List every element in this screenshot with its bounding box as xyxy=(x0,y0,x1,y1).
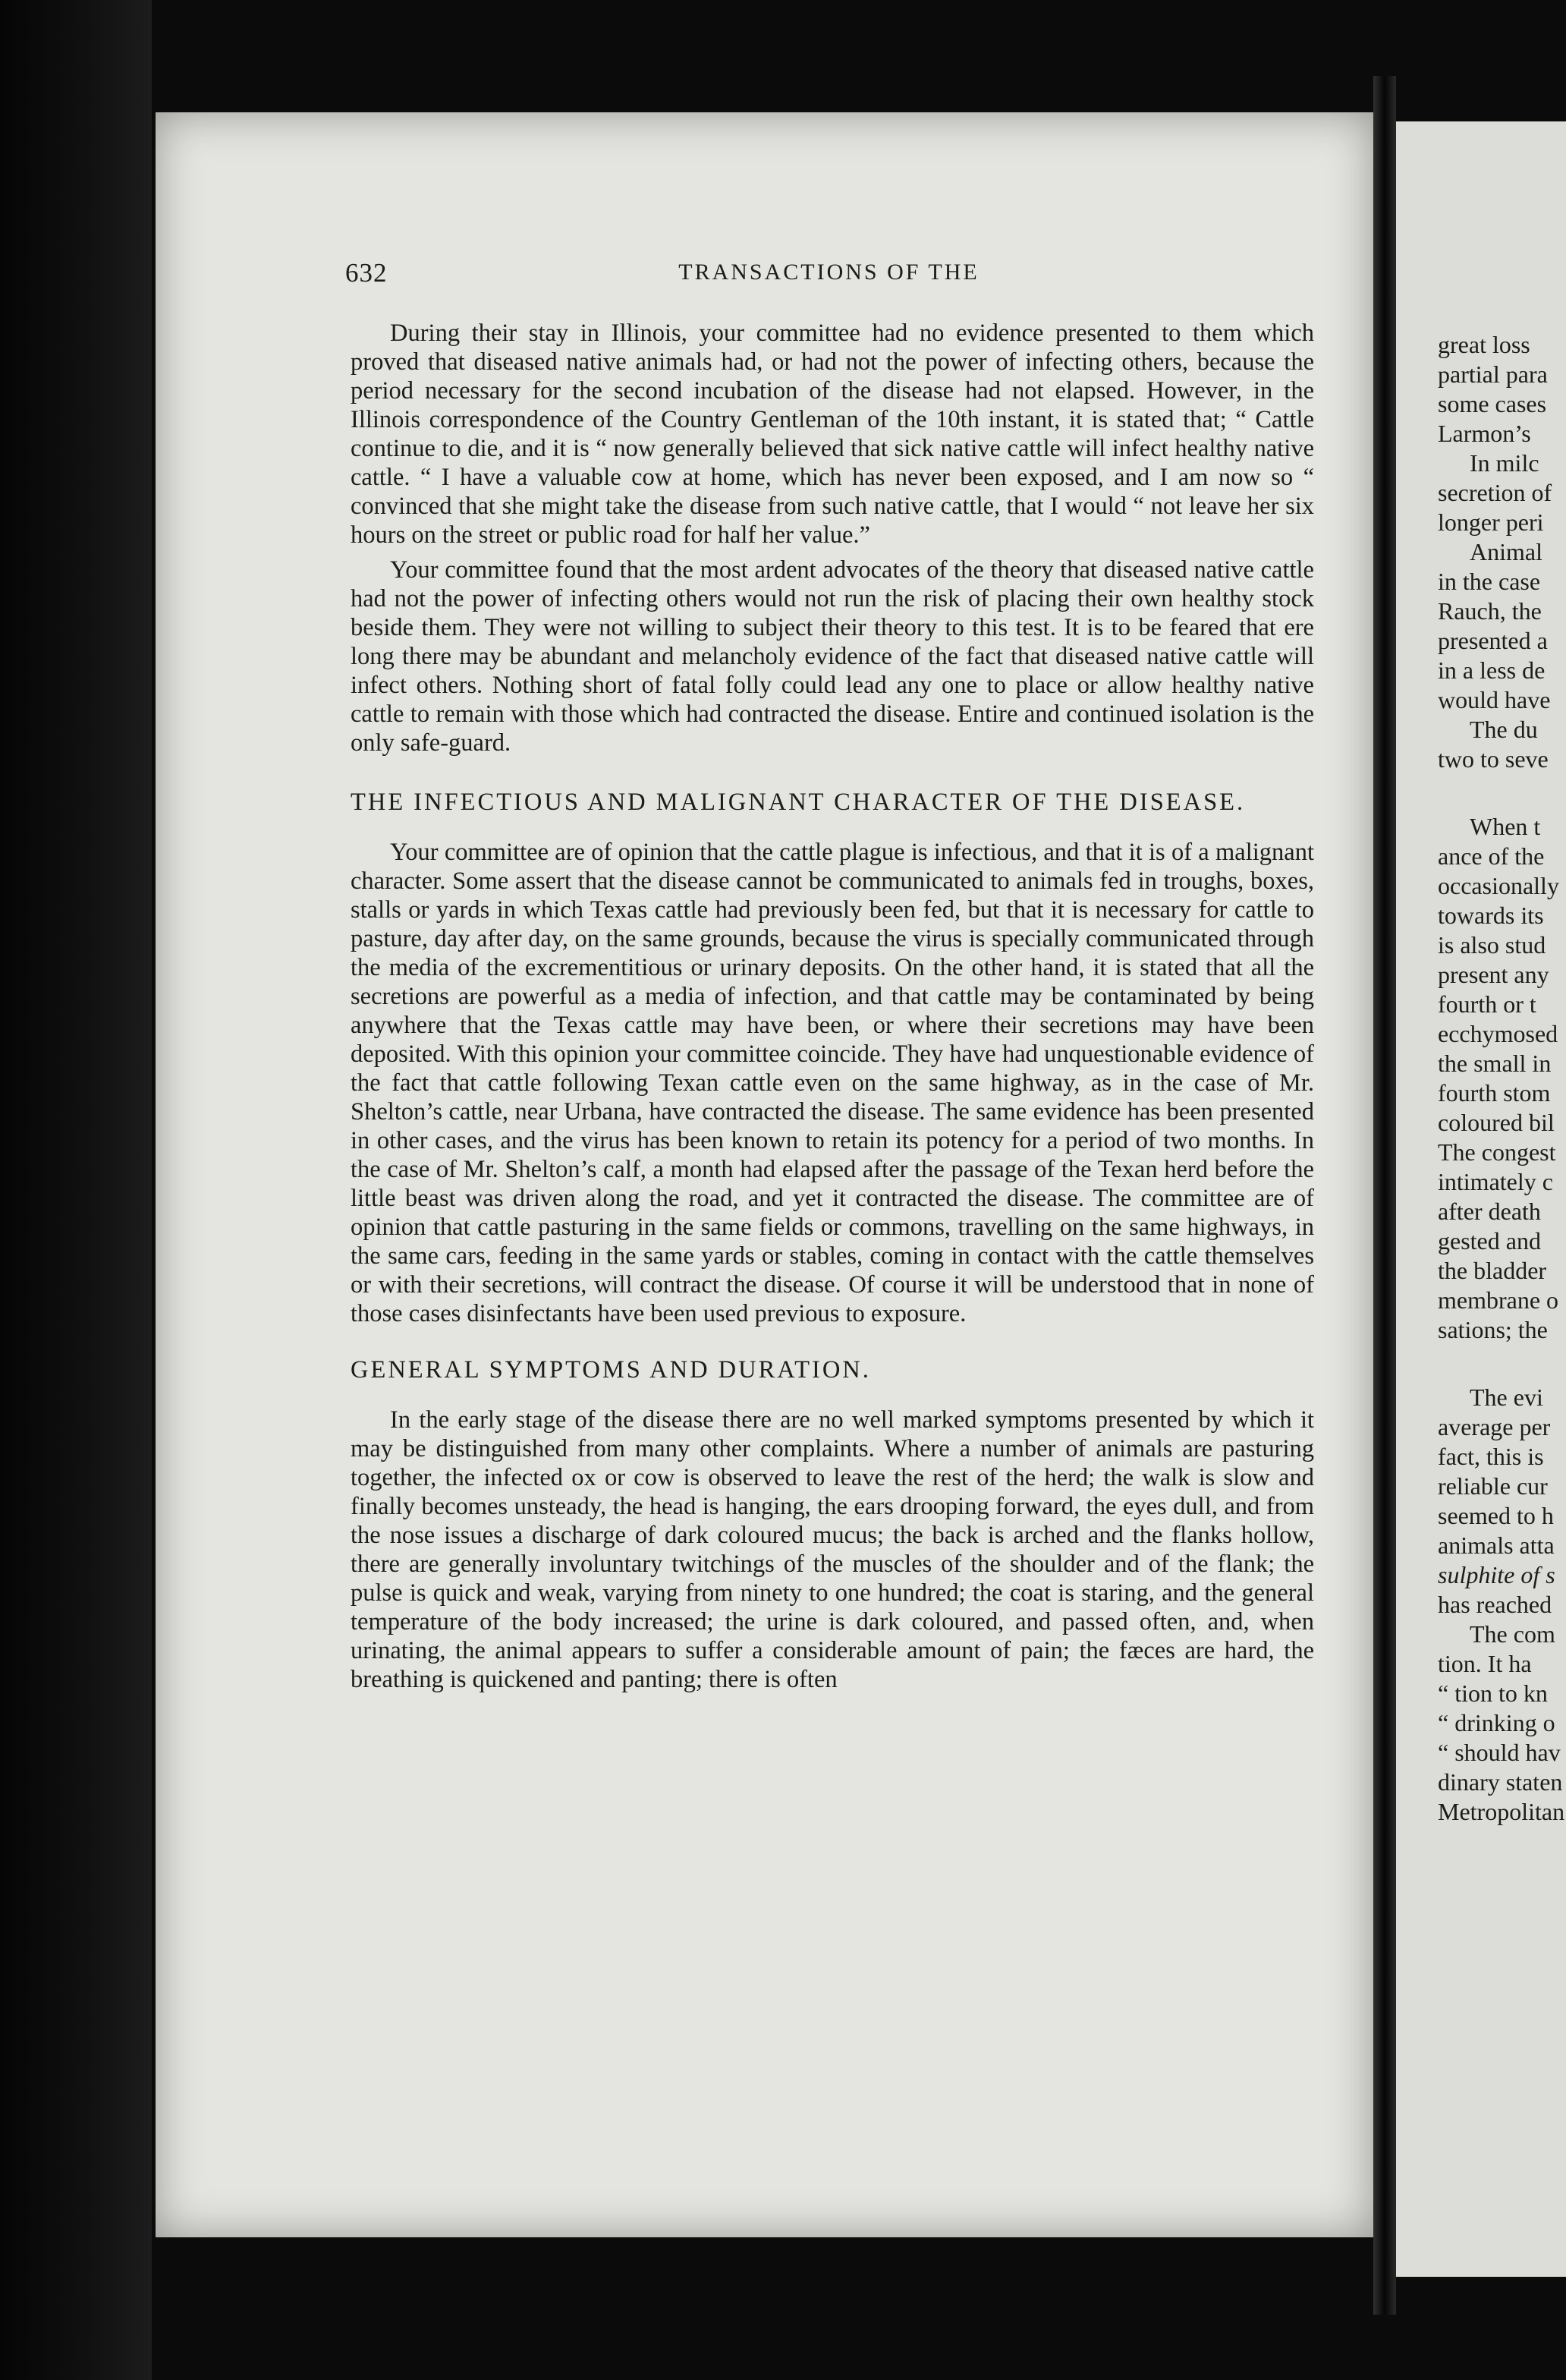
right-line: occasionally xyxy=(1438,872,1559,899)
right-line: towards its xyxy=(1438,902,1544,929)
right-line: secretion of xyxy=(1438,479,1552,506)
right-line: reliable cur xyxy=(1438,1472,1548,1500)
right-line: some cases xyxy=(1438,390,1547,417)
right-line: the small in xyxy=(1438,1050,1552,1077)
right-line: The com xyxy=(1470,1620,1555,1648)
page-gutter xyxy=(1373,76,1396,2315)
right-line: fourth stom xyxy=(1438,1079,1551,1107)
right-line: seemed to h xyxy=(1438,1502,1554,1529)
right-line: The congest xyxy=(1438,1138,1556,1166)
right-page xyxy=(1396,121,1566,2277)
right-line: presented a xyxy=(1438,627,1548,654)
section-heading-symptoms: GENERAL SYMPTOMS AND DURATION. xyxy=(351,1356,871,1384)
right-line: sulphite of s xyxy=(1438,1561,1555,1588)
right-line: ance of the xyxy=(1438,842,1545,870)
paragraph-1: During their stay in Illinois, your committee had no evidence presented to them which proved that diseased native animals had, or had not the power of infecting others, because the period necessary for the second incubation of the disease had not elapsed. However, in the Illinois correspondence of the Country Gentleman of the 10th instant, it is stated that; “ Cattle continue to die, and it is “ now generally believed that sick native cattle will infect healthy native cattle. “ I have a valuable cow at home, which has never been exposed, and I am now so “ convinced that she might take the disease from such native cattle, that I would “ not leave her six hours on the street or public road for half her value.” xyxy=(351,320,1314,549)
paragraph-2: Your committee found that the most ardent advocates of the theory that diseased native cattle had not the power of infecting others would not run the risk of placing their own healthy stock beside them. They were not willing to subject their theory to this test. It is to be feared that ere long there may be abundant and melancholy evidence of the fact that diseased native cattle will infect others. Nothing short of fatal folly could lead any one to place or allow healthy native cattle to remain with those which had contracted the disease. Entire and continued isolation is the only safe-guard. xyxy=(351,556,1314,757)
right-line: animals atta xyxy=(1438,1532,1555,1559)
right-line: When t xyxy=(1470,813,1541,840)
right-line: “ tion to kn xyxy=(1438,1680,1548,1707)
right-line: in the case xyxy=(1438,568,1541,595)
right-line: “ should hav xyxy=(1438,1739,1561,1766)
right-line: In milc xyxy=(1470,449,1539,477)
right-line: partial para xyxy=(1438,360,1548,388)
body-text xyxy=(351,319,1314,1694)
right-line: great loss xyxy=(1438,331,1530,358)
right-line: intimately c xyxy=(1438,1168,1553,1195)
right-line: membrane o xyxy=(1438,1286,1559,1314)
right-page-text xyxy=(1438,330,1566,1827)
right-line: Rauch, the xyxy=(1438,597,1542,625)
book-binding-edge xyxy=(0,0,152,2380)
right-line: Metropolitan xyxy=(1438,1798,1565,1825)
right-line: gested and xyxy=(1438,1227,1541,1255)
right-line: fact, this is xyxy=(1438,1443,1544,1470)
paragraph-3: Your committee are of opinion that the cattle plague is infectious, and that it is of a malignant character. Some assert that the disease cannot be communicated to animals fed in troughs, boxes, stalls or yards in which Texas cattle had previously been fed, but that it is necessary for cattle to pasture, day after day, on the same grounds, because the virus is specially communicated through the media of the excrementitious or urinary deposits. On the other hand, it is stated that all the secretions are powerful as a media of infection, and that cattle may be contaminated by being anywhere that the Texas cattle may have been, or where their secretions may have been deposited. With this opinion your committee coincide. They have had unquestionable evidence of the fact that cattle following Texan cattle even on the same highway, as in the case of Mr. Shelton’s cattle, near Urbana, have contracted the disease. The same evidence has been presented in other cases, and the virus has been known to retain its potency for a period of two months. In the case of Mr. Shelton’s calf, a month had elapsed after the passage of the Texan herd before the little beast was driven along the road, and yet it contracted the disease. The committee are of opinion that cattle pasturing in the same fields or commons, travelling on the same highways, in the same cars, feeding in the same yards or stables, coming in contact with the cattle themselves or with their secretions, will contract the disease. Of course it will be understood that in none of those cases disinfectants have been used previous to exposure. xyxy=(351,839,1314,1327)
right-line: The evi xyxy=(1470,1384,1543,1411)
right-line: sations; the xyxy=(1438,1316,1548,1343)
page-number: 632 xyxy=(345,258,388,288)
right-line: Animal xyxy=(1470,538,1542,565)
right-line: coloured bil xyxy=(1438,1109,1555,1136)
right-line: Larmon’s xyxy=(1438,420,1531,447)
page-header xyxy=(345,258,1313,304)
right-line: ecchymosed xyxy=(1438,1020,1558,1047)
right-line: dinary staten xyxy=(1438,1768,1563,1796)
right-line: longer peri xyxy=(1438,508,1544,536)
running-title: TRANSACTIONS OF THE xyxy=(678,260,980,285)
right-line: average per xyxy=(1438,1413,1551,1440)
right-line: fourth or t xyxy=(1438,990,1536,1018)
paragraph-4: In the early stage of the disease there are no well marked symptoms presented by which it may be distinguished from many other complaints. Where a number of animals are pasturing together, the infected ox or cow is observed to leave the rest of the herd; the walk is slow and finally becomes unsteady, the head is hanging, the ears drooping forward, the eyes dull, and from the nose issues a discharge of dark coloured mucus; the back is arched and the flanks hollow, there are generally involuntary twitchings of the muscles of the shoulder and of the flank; the pulse is quick and weak, varying from ninety to one hundred; the coat is staring, and the general temperature of the body increased; the urine is dark coloured, and passed often, and, when urinating, the animal appears to suffer a considerable amount of pain; the fæces are hard, the breathing is quickened and panting; there is often xyxy=(351,1406,1314,1693)
right-line: present any xyxy=(1438,961,1549,988)
right-line: after death xyxy=(1438,1198,1541,1225)
right-line: has reached xyxy=(1438,1591,1552,1618)
right-line: in a less de xyxy=(1438,656,1546,684)
right-line: The du xyxy=(1470,716,1538,743)
right-line: two to seve xyxy=(1438,745,1549,773)
right-line: would have xyxy=(1438,686,1551,713)
section-heading-infectious: THE INFECTIOUS AND MALIGNANT CHARACTER OF THE DISEASE. xyxy=(351,789,1246,816)
right-line: is also stud xyxy=(1438,931,1546,959)
right-line: the bladder xyxy=(1438,1257,1547,1284)
right-line: “ drinking o xyxy=(1438,1709,1555,1736)
right-line: tion. It ha xyxy=(1438,1650,1532,1677)
